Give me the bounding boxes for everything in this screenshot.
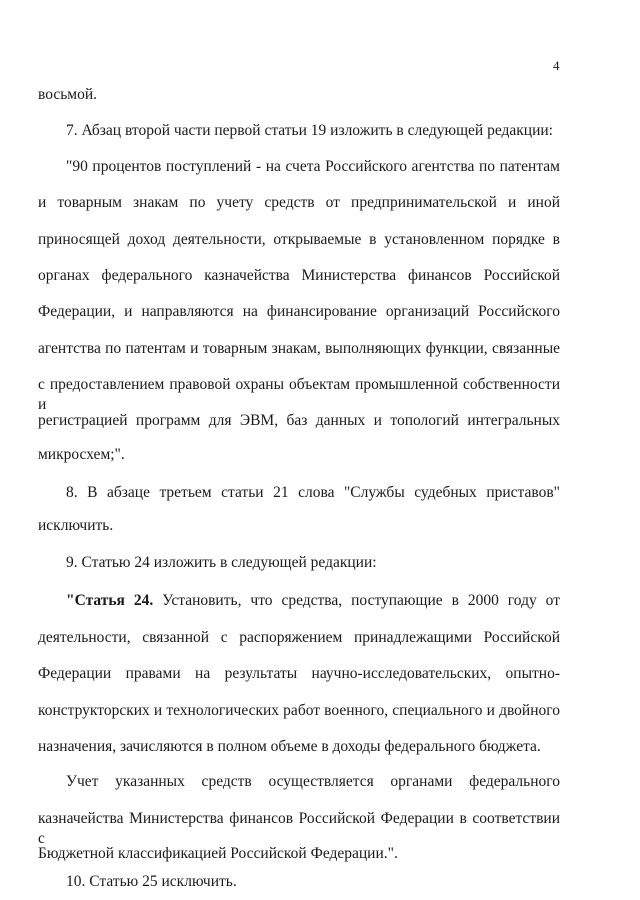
text-line: 9. Статью 24 изложить в следующей редакции: (66, 554, 377, 571)
text-line: деятельности, связанной с распоряжением принадлежащими Российской (38, 629, 560, 646)
page-number: 4 (553, 58, 560, 73)
text-line: Федерации правами на результаты научно-исследовательских, опытно- (38, 665, 560, 682)
text-line: микросхем;". (38, 446, 125, 463)
article-text: Установить, что средства, поступающие в 2000 году от (162, 592, 560, 609)
text-line: конструкторских и технологических работ военного, специального и двойного (38, 702, 560, 719)
text-line: Федерации, и направляются на финансирование организаций Российского (38, 303, 560, 320)
text-line: исключить. (38, 517, 114, 534)
text-line: казначейства Министерства финансов Российской Федерации в соответствии с (38, 810, 560, 847)
text-line: восьмой. (38, 86, 98, 103)
text-line: Бюджетной классификацией Российской Федерации.". (38, 845, 398, 862)
text-line: регистрацией программ для ЭВМ, баз данных и топологий интегральных (38, 412, 560, 429)
text-line: 7. Абзац второй части первой статьи 19 изложить в следующей редакции: (66, 122, 553, 139)
text-line: органах федерального казначейства Министерства финансов Российской (38, 267, 560, 284)
text-line: Учет указанных средств осуществляется органами федерального (66, 773, 560, 790)
text-line: 8. В абзаце третьем статьи 21 слова "Службы судебных приставов" (66, 484, 560, 501)
text-line: агентства по патентам и товарным знакам, выполняющих функции, связанные (38, 340, 560, 357)
text-line: и товарным знакам по учету средств от предпринимательской и иной (38, 194, 560, 211)
text-line: с предоставлением правовой охраны объектам промышленной собственности и (38, 376, 560, 413)
text-line (66, 591, 560, 611)
text-line: 10. Статью 25 исключить. (66, 873, 237, 890)
text-line: назначения, зачисляются в полном объеме в доходы федерального бюджета. (38, 738, 541, 755)
article-heading: "Статья 24. (66, 592, 154, 609)
text-line: "90 процентов поступлений - на счета Российского агентства по патентам (66, 158, 560, 175)
text-line: приносящей доход деятельности, открываемые в установленном порядке в (38, 231, 560, 248)
